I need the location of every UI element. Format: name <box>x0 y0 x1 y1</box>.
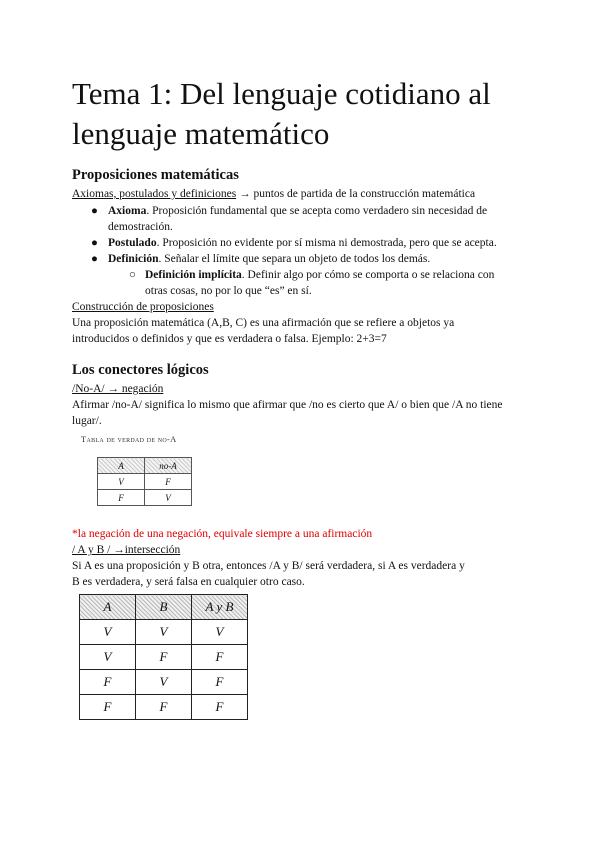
table-cell: V <box>98 474 145 490</box>
term-postulado: Postulado <box>108 237 157 249</box>
table-cell: V <box>192 620 248 645</box>
table-cell: F <box>80 670 136 695</box>
table-row <box>80 620 248 645</box>
table-cell: V <box>136 670 192 695</box>
bullet-dot-icon: ● <box>91 205 98 217</box>
bullet-dot-icon: ● <box>91 237 98 249</box>
text-axioma: . Proposición fundamental que se acepta como verdadero sin necesidad de <box>146 205 488 217</box>
paragraph-interseccion-l1: Si A es una proposición y B otra, entonces /A y B/ será verdadera, si A es verdadera y <box>72 560 465 572</box>
section-heading-proposiciones: Proposiciones matemáticas <box>72 167 239 183</box>
table-cell: V <box>136 620 192 645</box>
list-item-postulado <box>108 235 497 251</box>
table-cell: F <box>136 695 192 720</box>
term-definicion-implicita: Definición implícita <box>145 269 242 281</box>
list-item-axioma <box>108 203 487 219</box>
text-definicion: . Señalar el límite que separa un objeto de todos los demás. <box>158 253 431 265</box>
table-cell: V <box>145 490 192 506</box>
table-row <box>98 490 192 506</box>
bullet-dot-icon: ● <box>91 253 98 265</box>
bullet-circle-icon: ○ <box>129 269 136 281</box>
table-caption-negacion: Tabla de verdad de no-A <box>81 434 177 444</box>
table-row <box>80 670 248 695</box>
table-header-cell: A y B <box>192 595 248 620</box>
subheading-negacion: /No-A/ → negación <box>72 383 164 395</box>
subheading-axiomas <box>72 186 475 202</box>
table-cell: F <box>192 645 248 670</box>
table-cell: V <box>80 645 136 670</box>
term-definicion: Definición <box>108 253 159 265</box>
truth-table-interseccion <box>79 594 248 720</box>
subheading-interseccion: / A y B / →intersección <box>72 544 181 556</box>
text-definicion-implicita: . Definir algo por cómo se comporta o se relaciona con <box>241 269 495 281</box>
page-title: Tema 1: Del lenguaje cotidiano al lenguaje matemático <box>72 76 491 151</box>
list-item-definicion-implicita <box>145 267 494 283</box>
truth-table-negacion <box>97 457 192 506</box>
paragraph-interseccion-l2: B es verdadera, y será falsa en cualquier otro caso. <box>72 576 305 588</box>
note-doble-negacion: *la negación de una negación, equivale siempre a una afirmación <box>72 528 373 540</box>
paragraph-construccion-l1: Una proposición matemática (A,B, C) es una afirmación que se refiere a objetos ya <box>72 317 455 329</box>
paragraph-construccion-l2: introducidos o definidos y que es verdadera o falsa. Ejemplo: 2+3=7 <box>72 333 387 345</box>
table-cell: V <box>80 620 136 645</box>
list-item-axioma-cont: demostración. <box>108 221 173 233</box>
table-header-cell: B <box>136 595 192 620</box>
table-row <box>80 695 248 720</box>
table-header-row <box>98 458 192 474</box>
table-cell: F <box>192 670 248 695</box>
paragraph-negacion-l2: lugar/. <box>72 415 102 427</box>
table-header-cell: A <box>80 595 136 620</box>
list-item-definicion-implicita-cont: otras cosas, no por lo que “es” en sí. <box>145 285 312 297</box>
subheading-construccion: Construcción de proposiciones <box>72 301 214 313</box>
table-row <box>80 645 248 670</box>
table-cell: F <box>192 695 248 720</box>
term-axioma: Axioma <box>108 205 147 217</box>
paragraph-negacion-l1: Afirmar /no-A/ significa lo mismo que afirmar que /no es cierto que A/ o bien que /A no tiene <box>72 399 503 411</box>
subheading-axiomas-rest: → puntos de partida de la construcción matemática <box>236 188 476 200</box>
table-cell: F <box>98 490 145 506</box>
table-header-row <box>80 595 248 620</box>
table-cell: F <box>145 474 192 490</box>
table-cell: F <box>136 645 192 670</box>
table-cell: F <box>80 695 136 720</box>
table-header-cell: A <box>98 458 145 474</box>
list-item-definicion <box>108 251 430 267</box>
text-postulado: . Proposición no evidente por sí misma ni demostrada, pero que se acepta. <box>156 237 497 249</box>
subheading-axiomas-label: Axiomas, postulados y definiciones <box>72 188 237 200</box>
table-header-cell: no-A <box>145 458 192 474</box>
table-row <box>98 474 192 490</box>
section-heading-conectores: Los conectores lógicos <box>72 362 209 378</box>
